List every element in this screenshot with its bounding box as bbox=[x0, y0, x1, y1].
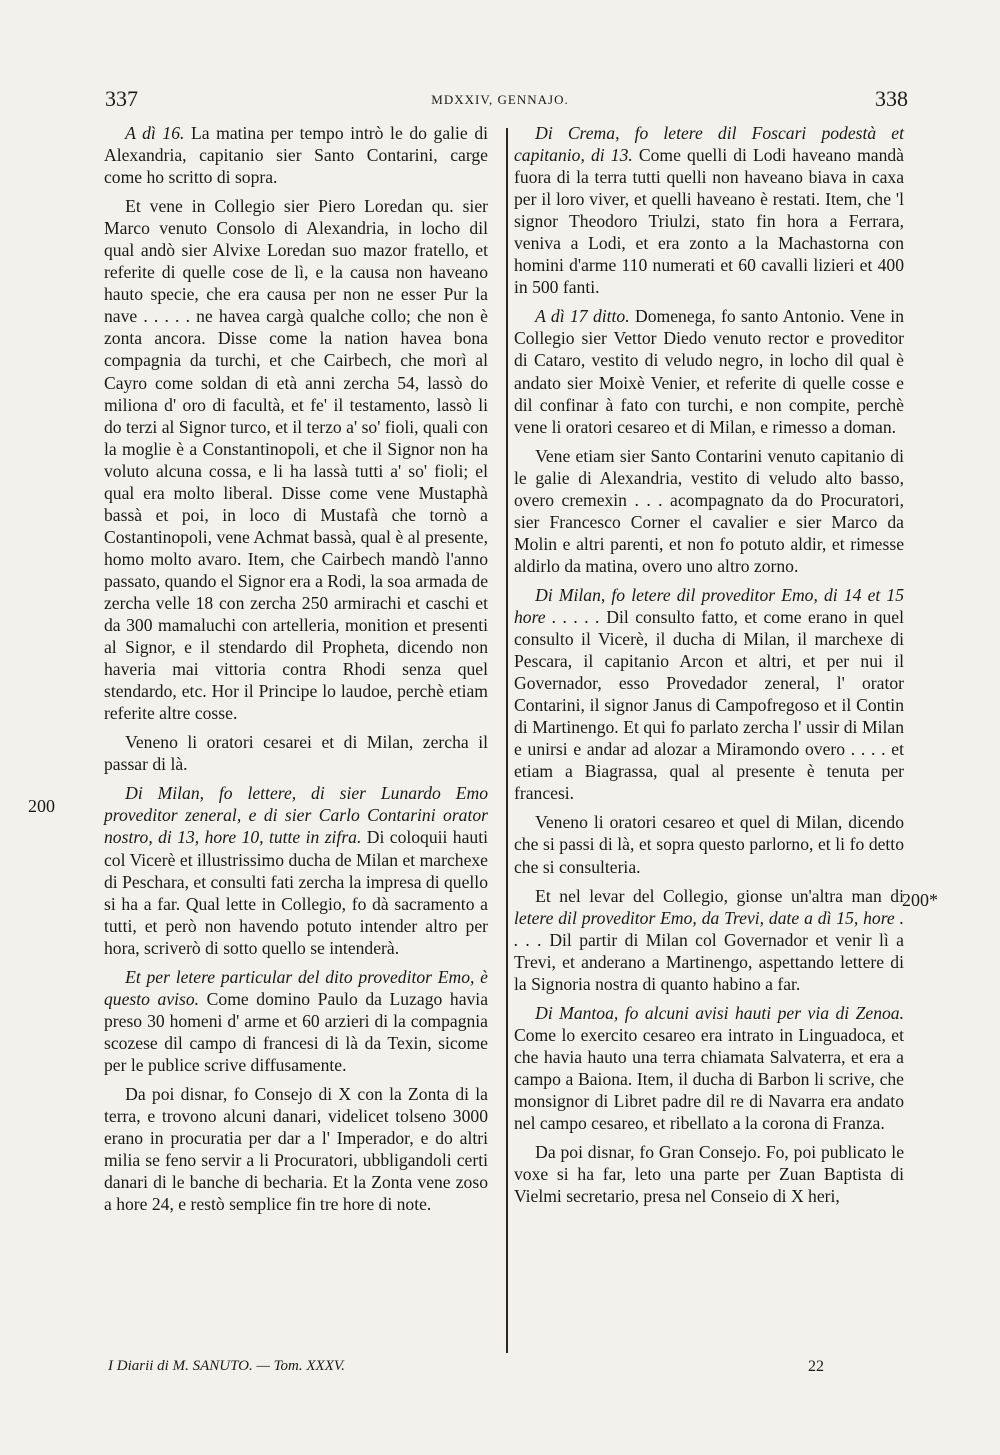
paragraph-text: Veneno li oratori cesareo et quel di Milan, dicendo che si passi di là, et sopra questo parlorno, et li fo detto che si consulteria. bbox=[514, 812, 904, 877]
paragraph-text: Et nel levar del Collegio, gionse un'altra man di bbox=[535, 885, 904, 906]
paragraph bbox=[514, 885, 904, 995]
paragraph bbox=[104, 966, 488, 1076]
paragraph-text: Dil consulto fatto, et come erano in quel consulto il Vicerè, il ducha di Milan, il marchexe di Pescara, il capitanio Arcon et altri, et per nui il Governador, esso Provedador zeneral, l' orator Contarini, il signor Janus di Campofregoso et il Contin di Martinengo. Et qui fo parlato zercha l' ussir di Milan e unirsi e andar ad alozar a Miramondo overo . . . . et etiam a Biagrassa, qual al presente è tenuta per francesi. bbox=[514, 606, 904, 804]
paragraph bbox=[514, 811, 904, 877]
paragraph bbox=[104, 1083, 488, 1215]
page-number-right: 338 bbox=[875, 86, 908, 111]
footer-sheet-number: 22 bbox=[808, 1358, 824, 1375]
running-title: MDXXIV, GENNAJO. bbox=[431, 92, 569, 107]
paragraph-text: Da poi disnar, fo Consejo di X con la Zonta di la terra, e trovono alcuni danari, videlicet tolseno 3000 erano in procuratia per dar a l' Imperador, e do altri milia se feno servir a li Procuratori, ubbligandoli certi danari di le banche di becharia. Et la Zonta vene zoso a hore 24, e restò semplice fin tre hore di note. bbox=[104, 1083, 488, 1215]
paragraph bbox=[514, 305, 904, 437]
paragraph-text: Veneno li oratori cesarei et di Milan, zercha il passar di là. bbox=[104, 732, 488, 775]
paragraph-text: Come domino Paulo da Luzago havia preso 30 homeni d' arme et 60 arzieri di la compagnia scozese dil campo di francesi di là da Texin, sicome per le publice scrive diffusamente. bbox=[104, 988, 488, 1075]
italic-lead: Di Mantoa, fo alcuni avisi hauti per via di Zenoa. bbox=[535, 1002, 904, 1023]
paragraph bbox=[514, 1002, 904, 1134]
italic-lead: Di Milan, fo letere dil proveditor Emo, di 14 et 15 hore . . . . . bbox=[514, 584, 904, 627]
paragraph bbox=[104, 122, 488, 188]
left-column bbox=[104, 122, 488, 1215]
paragraph bbox=[104, 782, 488, 958]
paragraph-text: Domenega, fo santo Antonio. Vene in Collegio sier Vettor Diedo venuto rector e proveditor di Cataro, vestito di veludo negro, in locho dil qual è andato sier Moixè Venier, et referite di quelle cosse e dil confinar à fato con turchi, e non compite, perchè vene li oratori cesareo et di Milan, e rimesso a doman. bbox=[514, 306, 904, 437]
page-number-left: 337 bbox=[105, 86, 138, 111]
right-column bbox=[514, 122, 904, 1207]
italic-lead: Di Milan, fo lettere, di sier Lunardo Emo proveditor zeneral, e di sier Carlo Contarini orator nostro, di 13, hore 10, tutte in zifra. bbox=[104, 783, 488, 848]
paragraph-text: Dil partir di Milan col Governador et venir lì a Trevi, et anderano a Martinengo, aspettando lettere di la Signoria nostra di quanto habino a far. bbox=[514, 929, 904, 994]
italic-lead: A dì 16. bbox=[125, 123, 185, 143]
italic-lead: A dì 17 ditto. bbox=[535, 306, 630, 327]
footer-signature: I Diarii di M. SANUTO. — Tom. XXXV. bbox=[108, 1358, 345, 1374]
paragraph bbox=[514, 1141, 904, 1207]
paragraph-text: Come quelli di Lodi haveano mandà fuora di la terra tutti quelli non haveano biava in caxa per il loro viver, et quelli haveano è restati. Item, che 'l signor Theodoro Triulzi, stato fin hora a Ferrara, veniva a Lodi, et era zonto a la Machastorna con homini d'arme 110 numerati et 60 cavalli lizieri et 400 in 500 fanti. bbox=[514, 145, 904, 298]
paragraph bbox=[514, 445, 904, 577]
column-divider bbox=[506, 128, 508, 1353]
italic-lead: Et per letere particular del dito proveditor Emo, è questo aviso. bbox=[104, 966, 488, 1009]
margin-number-right: 200* bbox=[902, 890, 938, 910]
paragraph bbox=[514, 584, 904, 804]
paragraph bbox=[104, 731, 488, 775]
paragraph bbox=[104, 195, 488, 724]
paragraph-text: Come lo exercito cesareo era intrato in Linguadoca, et che havia hauto una terra chiamata Salvaterra, et era a campo a Baiona. Item, il ducha di Barbon li scrive, che monsignor di Libret padre dil re di Navarra era andato nel campo cesareo, et ribellato a la corona di Franza. bbox=[514, 1024, 904, 1134]
paragraph bbox=[514, 122, 904, 298]
paragraph-text: Di coloquii hauti col Vicerè et illustrissimo ducha de Milan et marchexe di Peschara, et consulti fati zercha la impresa di quello si ha a far. Qual lette in Collegio, fo dà sacramento a tutti, et però non havendo potuto intender altro per hora, scriverò di sotto quello se intenderà. bbox=[104, 827, 488, 958]
paragraph-text: Vene etiam sier Santo Contarini venuto capitanio di le galie di Alexandria, vestito di veludo alto basso, overo cremexin . . . acompagnato da do Procuratori, sier Francesco Corner el cavalier e sier Marco da Molin e altri parenti, et non fo potuto aldir, et rimesse aldirlo da matina, overo uno altro zorno. bbox=[514, 445, 904, 576]
italic-phrase: letere dil proveditor Emo, da Trevi, date a dì 15, hore . . . . bbox=[514, 907, 904, 950]
paragraph-text: Et vene in Collegio sier Piero Loredan qu. sier Marco venuto Consolo di Alexandria, in locho dil qual andò sier Alvixe Loredan suo mazor fratello, et referite di quelle cose de lì, e la causa non haveano hauto specie, che era causa per non ne esser Pur la nave . . . . . ne havea cargà qualche collo; che non è zonta ancora. Disse come la nation havea bona compagnia da turchi, et che Cairbech, che morì al Cayro come soldan di età anni zercha 54, lassò do miliona d' oro di facultà, et fe' il testamento, lassò li do terzi al Signor turco, et il terzo a' so' fioli, quali con la moglie è a Constantinopoli, et che il Signor non ha voluto alcuna cossa, e li ha lassà tutti a' so' fioli; el qual era molto liberal. Disse come vene Mustaphà bassà et poi, in loco di Mustafà che tornò a Costantinopoli, vene Achmat bassà, qual è al presente, homo molto avaro. Item, che Cairbech mandò l'anno passato, quando el Signor era a Rodi, la soa armada de zercha velle 18 con zercha 250 armirachi et caschi et da 300 mamaluchi con artelleria, monition et presenti al Signor, e il stendardo dil Propheta, dicendo non haveria mai vittoria contra Rhodi senza quel stendardo, etc. Hor il Principe lo laudoe, perchè etiam referite altre cosse. bbox=[104, 196, 489, 724]
paragraph-text: Da poi disnar, fo Gran Consejo. Fo, poi publicato le voxe si ha far, leto una parte per Zuan Baptista di Vielmi secretario, presa nel Conseio di X heri, bbox=[514, 1142, 904, 1207]
italic-lead: Di Crema, fo letere dil Foscari podestà et capitanio, di 13. bbox=[514, 123, 904, 166]
paragraph-text: La matina per tempo intrò le do galie di Alexandria, capitanio sier Santo Contarini, carge come ho scritto di sopra. bbox=[104, 123, 488, 188]
margin-number-left: 200 bbox=[28, 796, 55, 816]
